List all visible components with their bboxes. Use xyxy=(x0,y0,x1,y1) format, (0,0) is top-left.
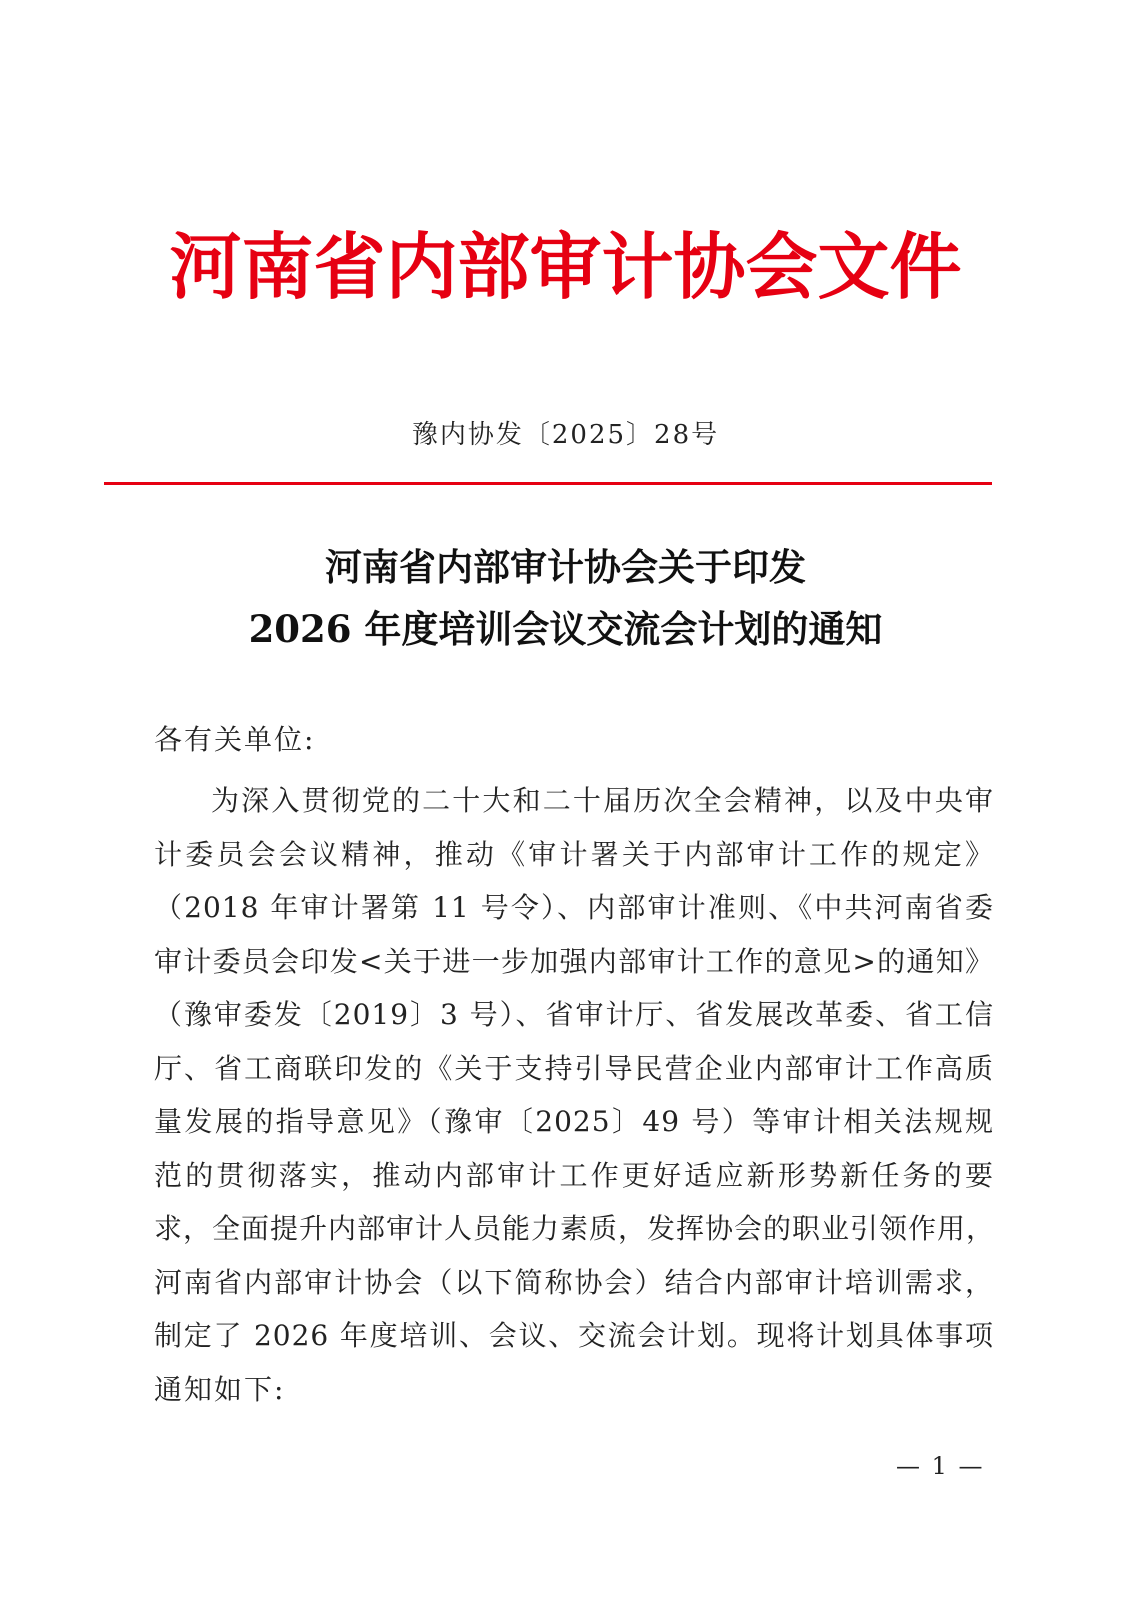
body-line: 通知如下: xyxy=(154,1372,286,1406)
body-line: 范的贯彻落实，推动内部审计工作更好适应新形势新任务的要 xyxy=(154,1158,994,1192)
body-line: 计委员会会议精神，推动《审计署关于内部审计工作的规定》 xyxy=(154,837,994,871)
salutation: 各有关单位: xyxy=(154,723,316,756)
red-separator-line xyxy=(104,482,992,485)
body-line: 量发展的指导意见》（豫审〔2025〕49 号）等审计相关法规规 xyxy=(154,1105,994,1138)
body-line: （豫审委发〔2019〕3 号）、省审计厅、省发展改革委、省工信 xyxy=(154,998,994,1031)
body-line: 制定了 2026 年度培训、会议、交流会计划。现将计划具体事项 xyxy=(154,1319,994,1352)
document-title-line-2: 2026 年度培训会议交流会计划的通知 xyxy=(248,607,883,651)
document-number: 豫内协发〔2025〕28号 xyxy=(411,420,720,450)
page-number: — 1 — xyxy=(896,1452,985,1480)
document-title xyxy=(0,536,1131,660)
document-title-line-1: 河南省内部审计协会关于印发 xyxy=(325,545,806,589)
body-line: 厅、省工商联印发的《关于支持引导民营企业内部审计工作高质 xyxy=(154,1051,994,1085)
body-line: （2018 年审计署第 11 号令）、内部审计准则、《中共河南省委 xyxy=(154,891,994,924)
body-line: 河南省内部审计协会（以下简称协会）结合内部审计培训需求， xyxy=(154,1265,994,1299)
masthead-title: 河南省内部审计协会文件 xyxy=(169,224,962,309)
body-line: 求，全面提升内部审计人员能力素质，发挥协会的职业引领作用， xyxy=(154,1212,996,1245)
body-paragraph xyxy=(154,774,994,1416)
body-line: 审计委员会印发<关于进一步加强内部审计工作的意见>的通知》 xyxy=(154,944,994,978)
body-line: 为深入贯彻党的二十大和二十届历次全会精神，以及中央审 xyxy=(211,784,994,817)
